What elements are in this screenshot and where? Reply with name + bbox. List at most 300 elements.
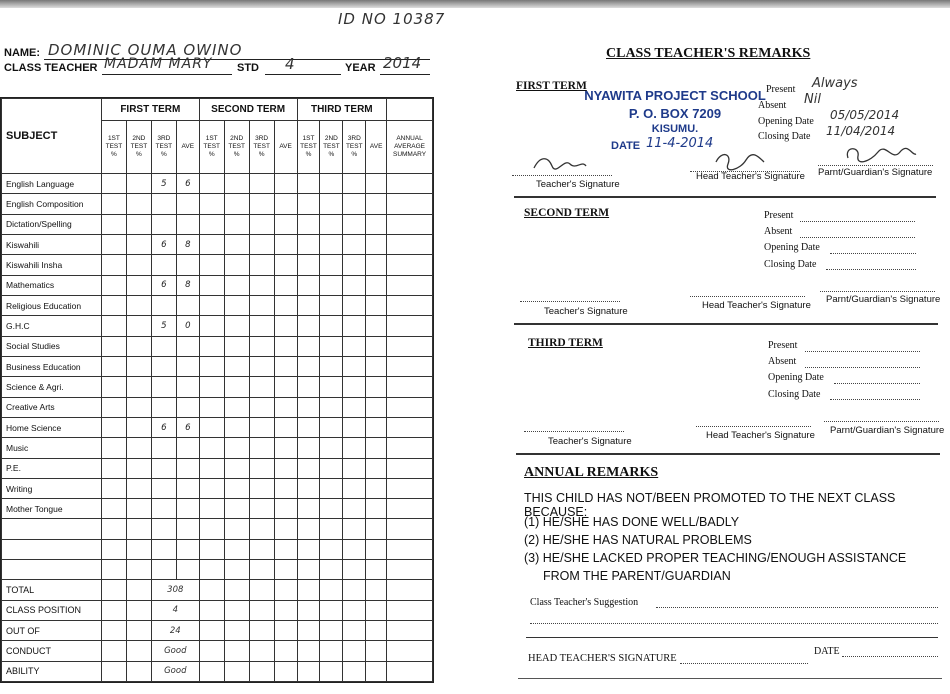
grid-cell	[320, 356, 343, 376]
third-parent-sig-line	[824, 420, 939, 422]
second-parent-sig-line	[820, 290, 935, 292]
third-test-digit: 6	[151, 275, 176, 295]
grid-cell	[101, 336, 126, 356]
third-test-digit	[151, 194, 176, 214]
grid-cell	[387, 478, 433, 498]
grid-cell	[343, 661, 366, 681]
grid-cell	[387, 255, 433, 275]
grid-cell	[297, 438, 320, 458]
grid-cell	[126, 560, 151, 580]
grid-cell	[224, 174, 249, 194]
head-signature-line	[680, 662, 808, 664]
sub-header: 3RD TEST %	[343, 121, 366, 174]
grid-cell	[126, 499, 151, 519]
table-row	[2, 255, 433, 275]
grid-cell	[320, 560, 343, 580]
divider-annual	[526, 637, 938, 638]
sub-header: 3RD TEST %	[249, 121, 274, 174]
ave-digit	[176, 255, 199, 275]
grid-cell	[199, 519, 224, 539]
third-test-digit: 6	[151, 417, 176, 437]
grid-cell	[297, 519, 320, 539]
suggestion-line-2	[530, 622, 938, 624]
annual-line-3: (2) HE/SHE HAS NATURAL PROBLEMS	[524, 533, 752, 547]
sub-header: AVE	[176, 121, 199, 174]
grid-cell	[199, 316, 224, 336]
third-test-digit	[151, 478, 176, 498]
grid-cell	[297, 356, 320, 376]
grid-cell	[224, 417, 249, 437]
grid-cell	[297, 641, 320, 661]
grid-cell	[387, 194, 433, 214]
grid-cell	[343, 539, 366, 559]
table-row	[2, 438, 433, 458]
subject-name: G.H.C	[2, 316, 102, 336]
grid-cell	[176, 539, 199, 559]
grid-cell	[274, 275, 297, 295]
std-label: STD	[237, 62, 259, 74]
third-absent-line	[805, 366, 920, 368]
grid-cell	[387, 316, 433, 336]
absent-value: Nil	[804, 92, 821, 107]
grid-cell	[297, 336, 320, 356]
suggestion-label: Class Teacher's Suggestion	[530, 597, 639, 608]
third-test-digit	[151, 214, 176, 234]
grid-cell	[249, 316, 274, 336]
opening-date-label: Opening Date	[758, 116, 814, 127]
grid-cell	[249, 377, 274, 397]
third-test-digit	[151, 377, 176, 397]
grid-cell	[343, 417, 366, 437]
subject-name: Kiswahili	[2, 235, 102, 255]
third-test-digit	[151, 336, 176, 356]
second-term-heading: SECOND TERM	[524, 207, 610, 219]
sub-header: 3RD TEST %	[151, 121, 176, 174]
id-number: ID NO 10387	[338, 10, 446, 28]
grid-cell	[274, 235, 297, 255]
closing-date-label: Closing Date	[758, 131, 811, 142]
grid-cell	[387, 356, 433, 376]
grid-cell	[274, 600, 297, 620]
grid-cell	[101, 275, 126, 295]
subject-name: English Language	[2, 174, 102, 194]
grid-cell	[224, 397, 249, 417]
first-term-header: FIRST TERM	[101, 99, 199, 121]
grid-cell	[366, 316, 387, 336]
grid-cell	[366, 235, 387, 255]
grid-cell	[101, 356, 126, 376]
grid-cell	[126, 641, 151, 661]
second-teacher-sig-line	[520, 300, 620, 302]
third-test-digit	[151, 438, 176, 458]
grid-cell	[249, 580, 274, 600]
table-row	[2, 214, 433, 234]
grid-cell	[224, 499, 249, 519]
second-present-line	[800, 220, 915, 222]
grid-cell	[343, 235, 366, 255]
grid-cell	[343, 275, 366, 295]
third-closing-line	[830, 398, 920, 400]
sub-header: 1ST TEST %	[101, 121, 126, 174]
grid-cell	[366, 336, 387, 356]
table-row	[2, 499, 433, 519]
grid-cell	[387, 458, 433, 478]
first-term-heading: FIRST TERM	[516, 80, 587, 92]
second-term-header: SECOND TERM	[199, 99, 297, 121]
grid-cell	[224, 214, 249, 234]
grid-cell	[297, 214, 320, 234]
divider-second	[514, 323, 938, 325]
grid-cell	[101, 296, 126, 316]
grid-cell	[249, 438, 274, 458]
sub-header: AVE	[366, 121, 387, 174]
grid-cell	[274, 499, 297, 519]
sub-header: 2ND TEST %	[320, 121, 343, 174]
grid-cell	[366, 174, 387, 194]
grid-cell	[366, 661, 387, 681]
grid-cell	[224, 539, 249, 559]
summary-row	[2, 661, 433, 681]
grid-cell	[297, 539, 320, 559]
sub-header: 2ND TEST %	[126, 121, 151, 174]
grid-cell	[274, 539, 297, 559]
ave-digit: 0	[176, 316, 199, 336]
grid-cell	[297, 377, 320, 397]
grid-cell	[101, 621, 126, 641]
grid-cell	[101, 519, 126, 539]
table-row	[2, 417, 433, 437]
third-test-digit	[151, 356, 176, 376]
grid-cell	[366, 377, 387, 397]
grid-cell	[274, 641, 297, 661]
subject-name: Music	[2, 438, 102, 458]
annual-header: ANNUAL AVERAGE SUMMARY	[387, 121, 433, 174]
grid-cell	[297, 296, 320, 316]
grid-cell	[274, 580, 297, 600]
grid-cell	[199, 539, 224, 559]
grid-cell	[249, 519, 274, 539]
grid-cell	[387, 377, 433, 397]
class-teacher-label: CLASS TEACHER	[4, 62, 98, 74]
grid-cell	[366, 417, 387, 437]
grid-cell	[101, 661, 126, 681]
grid-cell	[366, 641, 387, 661]
grid-cell	[387, 275, 433, 295]
second-opening-label: Opening Date	[764, 242, 820, 253]
grid-cell	[297, 235, 320, 255]
subject-name: Mother Tongue	[2, 499, 102, 519]
grid-cell	[274, 560, 297, 580]
grid-cell	[224, 580, 249, 600]
grid-cell	[320, 275, 343, 295]
grid-cell	[387, 417, 433, 437]
summary-row	[2, 600, 433, 620]
third-test-digit	[151, 296, 176, 316]
grid-cell	[387, 641, 433, 661]
grid-cell	[199, 174, 224, 194]
sub-header: 2ND TEST %	[224, 121, 249, 174]
grid-cell	[224, 519, 249, 539]
ave-digit: 8	[176, 235, 199, 255]
third-head-sig-line	[696, 425, 811, 427]
grid-cell	[320, 296, 343, 316]
ave-digit: 8	[176, 275, 199, 295]
summary-row	[2, 580, 433, 600]
grid-cell	[343, 519, 366, 539]
school-stamp-name: NYAWITA PROJECT SCHOOL	[584, 88, 766, 103]
grid-cell	[224, 560, 249, 580]
grid-cell	[274, 336, 297, 356]
grid-cell	[297, 621, 320, 641]
ave-digit	[176, 397, 199, 417]
subject-name: P.E.	[2, 458, 102, 478]
grid-cell	[101, 214, 126, 234]
grid-cell	[343, 194, 366, 214]
grid-cell	[126, 214, 151, 234]
grid-cell	[320, 194, 343, 214]
grid-cell	[387, 600, 433, 620]
grid-cell	[320, 336, 343, 356]
grid-cell	[343, 174, 366, 194]
grid-cell	[126, 174, 151, 194]
grid-cell	[126, 539, 151, 559]
grid-cell	[126, 235, 151, 255]
grid-cell	[320, 499, 343, 519]
third-opening-label: Opening Date	[768, 372, 824, 383]
grid-cell	[199, 275, 224, 295]
grid-cell	[320, 641, 343, 661]
grid-cell	[274, 316, 297, 336]
grid-cell	[320, 255, 343, 275]
grid-cell	[320, 214, 343, 234]
grid-cell	[249, 621, 274, 641]
grid-cell	[126, 194, 151, 214]
grid-cell	[126, 377, 151, 397]
present-label: Present	[766, 84, 796, 95]
annual-line-1: THIS CHILD HAS NOT/BEEN PROMOTED TO THE NEXT CLASS BECAUSE:	[524, 491, 896, 519]
grid-cell	[199, 641, 224, 661]
summary-label: CONDUCT	[2, 641, 102, 661]
grid-cell	[199, 621, 224, 641]
grid-cell	[126, 458, 151, 478]
grid-cell	[343, 478, 366, 498]
grid-cell	[366, 438, 387, 458]
sub-header: AVE	[274, 121, 297, 174]
blank-row	[2, 539, 433, 559]
third-test-digit: 5	[151, 316, 176, 336]
grid-cell	[249, 214, 274, 234]
table-row	[2, 296, 433, 316]
grid-cell	[297, 194, 320, 214]
summary-value: 308	[151, 580, 199, 600]
grid-cell	[126, 316, 151, 336]
grid-cell	[274, 255, 297, 275]
third-test-digit	[151, 499, 176, 519]
grid-cell	[101, 235, 126, 255]
grid-cell	[366, 478, 387, 498]
grid-cell	[387, 580, 433, 600]
subject-name: Home Science	[2, 417, 102, 437]
grid-cell	[320, 235, 343, 255]
grid-cell	[224, 336, 249, 356]
grid-cell	[366, 580, 387, 600]
subject-name: Science & Agri.	[2, 377, 102, 397]
grid-cell	[101, 255, 126, 275]
ave-digit	[176, 194, 199, 214]
grid-cell	[126, 519, 151, 539]
grid-cell	[320, 397, 343, 417]
second-head-sig-label: Head Teacher's Signature	[702, 300, 811, 311]
name-label: NAME:	[4, 47, 41, 59]
grid-cell	[274, 519, 297, 539]
page-bottom-edge	[518, 678, 942, 679]
grid-cell	[126, 621, 151, 641]
blank-row	[2, 519, 433, 539]
third-test-digit: 5	[151, 174, 176, 194]
grid-cell	[343, 214, 366, 234]
table-row	[2, 275, 433, 295]
std-value: 4	[285, 55, 295, 73]
grid-cell	[366, 296, 387, 316]
sub-header: 1ST TEST %	[297, 121, 320, 174]
grid-cell	[249, 194, 274, 214]
grid-cell	[343, 458, 366, 478]
grid-cell	[387, 499, 433, 519]
ave-digit	[176, 356, 199, 376]
year-label: YEAR	[345, 62, 376, 74]
grid-cell	[176, 560, 199, 580]
school-stamp-town: KISUMU.	[651, 123, 699, 135]
third-test-digit	[151, 255, 176, 275]
grid-cell	[297, 458, 320, 478]
grid-cell	[343, 438, 366, 458]
grid-cell	[320, 478, 343, 498]
grid-cell	[387, 174, 433, 194]
grid-cell	[366, 560, 387, 580]
marks-table	[0, 97, 434, 683]
grid-cell	[297, 316, 320, 336]
head-signature-label: HEAD TEACHER'S SIGNATURE	[528, 653, 677, 664]
grid-cell	[387, 336, 433, 356]
grid-cell	[224, 661, 249, 681]
table-row	[2, 174, 433, 194]
summary-row	[2, 641, 433, 661]
grid-cell	[199, 296, 224, 316]
ave-digit	[176, 458, 199, 478]
grid-cell	[176, 519, 199, 539]
grid-cell	[249, 478, 274, 498]
grid-cell	[2, 519, 102, 539]
grid-cell	[126, 356, 151, 376]
grid-cell	[297, 499, 320, 519]
parent-signature-label: Parnt/Guardian's Signature	[818, 167, 933, 178]
grid-cell	[387, 397, 433, 417]
second-closing-line	[826, 268, 916, 270]
subject-name: Religious Education	[2, 296, 102, 316]
blank-row	[2, 560, 433, 580]
grid-cell	[366, 356, 387, 376]
grid-cell	[224, 255, 249, 275]
grid-cell	[320, 174, 343, 194]
grid-cell	[224, 296, 249, 316]
subject-name: Writing	[2, 478, 102, 498]
grid-cell	[199, 499, 224, 519]
grid-cell	[101, 316, 126, 336]
ave-digit	[176, 296, 199, 316]
grid-cell	[320, 600, 343, 620]
ave-digit	[176, 377, 199, 397]
grid-cell	[387, 661, 433, 681]
absent-label: Absent	[758, 100, 787, 111]
table-row	[2, 316, 433, 336]
annual-header-top	[387, 99, 433, 121]
grid-cell	[343, 580, 366, 600]
grid-cell	[297, 275, 320, 295]
grid-cell	[320, 519, 343, 539]
ave-digit	[176, 438, 199, 458]
grid-cell	[224, 621, 249, 641]
third-closing-label: Closing Date	[768, 389, 821, 400]
grid-cell	[101, 560, 126, 580]
teacher-signature-line	[512, 174, 612, 176]
grid-cell	[274, 438, 297, 458]
subject-name: Dictation/Spelling	[2, 214, 102, 234]
grid-cell	[387, 438, 433, 458]
grid-cell	[199, 336, 224, 356]
second-parent-sig-label: Parnt/Guardian's Signature	[826, 294, 941, 305]
grid-cell	[343, 641, 366, 661]
table-row	[2, 478, 433, 498]
grid-cell	[343, 621, 366, 641]
grid-cell	[224, 194, 249, 214]
grid-cell	[366, 255, 387, 275]
third-teacher-sig-line	[524, 430, 624, 432]
second-head-sig-line	[690, 295, 805, 297]
summary-label: OUT OF	[2, 621, 102, 641]
grid-cell	[199, 478, 224, 498]
grid-cell	[249, 336, 274, 356]
grid-cell	[366, 194, 387, 214]
third-present-line	[805, 350, 920, 352]
grid-cell	[199, 397, 224, 417]
grid-cell	[101, 539, 126, 559]
grid-cell	[224, 377, 249, 397]
grid-cell	[297, 255, 320, 275]
grid-cell	[101, 580, 126, 600]
grid-cell	[320, 539, 343, 559]
grid-cell	[199, 438, 224, 458]
table-row	[2, 458, 433, 478]
year-value: 2014	[383, 54, 422, 72]
grid-cell	[126, 296, 151, 316]
grid-cell	[249, 417, 274, 437]
grid-cell	[249, 174, 274, 194]
grid-cell	[126, 275, 151, 295]
grid-cell	[320, 438, 343, 458]
grid-cell	[274, 377, 297, 397]
grid-cell	[101, 174, 126, 194]
grid-cell	[126, 417, 151, 437]
ave-digit	[176, 214, 199, 234]
subject-name: Mathematics	[2, 275, 102, 295]
grid-cell	[101, 397, 126, 417]
second-absent-label: Absent	[764, 226, 793, 237]
grid-cell	[297, 417, 320, 437]
third-test-digit	[151, 458, 176, 478]
grid-cell	[320, 417, 343, 437]
annual-remarks-heading: ANNUAL REMARKS	[524, 465, 659, 480]
grid-cell	[387, 560, 433, 580]
